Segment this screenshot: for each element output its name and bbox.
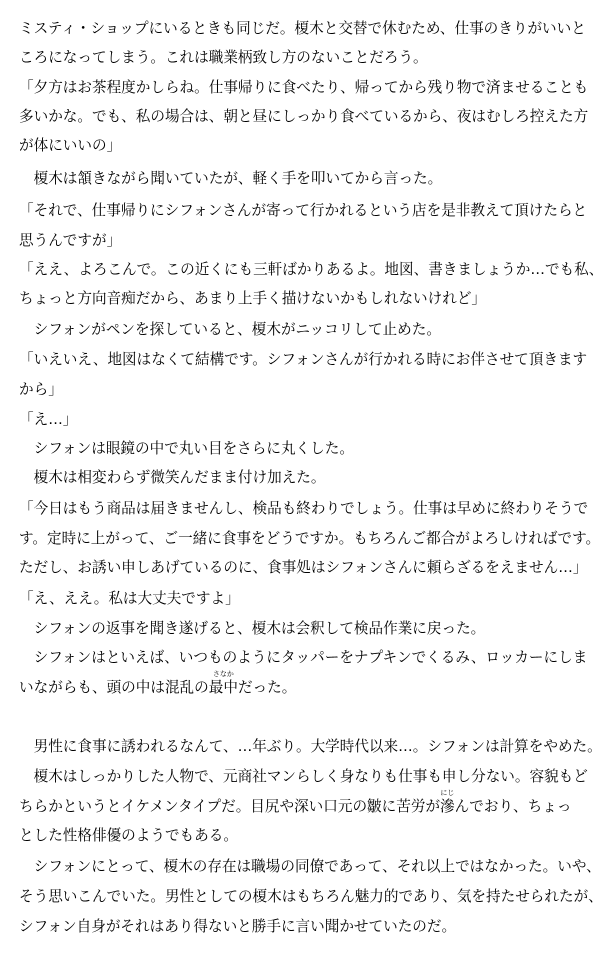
ruby-word [440, 789, 455, 815]
text-line: ただし、お誘い申しあげているのに、食事処はシフォンさんに頼らざるをえません…」 [19, 559, 588, 576]
text-line: シフォンはといえば、いつものようにタッパーをナプキンでくるみ、ロッカーにしま [19, 649, 588, 666]
text-line: ちょっと方向音痴だから、あまり上手く描けないかもしれないけれど」 [19, 290, 487, 307]
text-line: 「夕方はお茶程度かしらね。仕事帰りに食べたり、帰ってから残り物で済ませることも [19, 79, 589, 96]
furigana: にじ [440, 789, 455, 797]
text-line: 「え、ええ。私は大丈夫ですよ」 [19, 590, 240, 607]
text-line: 榎木は頷きながら聞いていたが、軽く手を叩いてから言った。 [19, 170, 443, 187]
ruby-base: 滲 [440, 798, 455, 815]
text-line [19, 789, 604, 819]
text-line: シフォンがペンを探していると、榎木がニッコリして止めた。 [19, 321, 441, 338]
text-segment: んでおり、ちょっ [454, 798, 572, 815]
text-line: ミスティ・ショップにいるときも同じだ。榎木と交替で休むため、仕事のきりがいいと [19, 20, 586, 37]
text-line: す。定時に上がって、ご一緒に食事をどうですか。もちろんご都合がよろしければです。 [19, 530, 601, 547]
text-line [19, 670, 604, 700]
text-line: ころになってしまう。これは職業柄致し方のないことだろう。 [19, 49, 428, 66]
text-segment: ちらかというとイケメンタイプだ。目尻や深い口元の皺に苦労が [19, 798, 441, 815]
text-line: 榎木はしっかりした人物で、元商社マンらしく身なりも仕事も申し分ない。容貌もど [19, 768, 588, 785]
furigana: さなか [212, 670, 234, 678]
text-line: シフォン自身がそれはあり得ないと勝手に言い聞かせていたのだ。 [19, 918, 457, 935]
text-line: 「ええ、よろこんで。この近くにも三軒ばかりあるよ。地図、書きましょうか…でも私、 [19, 261, 604, 278]
text-line: が体にいいの」 [19, 137, 122, 154]
text-line: シフォンは眼鏡の中で丸い目をさらに丸くした。 [19, 440, 354, 457]
text-line: 男性に食事に誘われるなんて、…年ぶり。大学時代以来…。シフォンは計算をやめた。 [19, 738, 602, 755]
text-line: 榎木は相変わらず微笑んだまま付け加えた。 [19, 469, 326, 486]
text-line: そう思いこんでいた。男性としての榎木はもちろん魅力的であり、気を持たせられたが、 [19, 888, 603, 905]
text-line: とした性格俳優のようでもある。 [19, 827, 238, 844]
text-line: 多いかな。でも、私の場合は、朝と昼にしっかり食べているから、夜はむしろ控えた方 [19, 108, 589, 125]
ruby-word [208, 670, 238, 696]
text-line: から」 [19, 381, 63, 398]
text-line: 「いえいえ、地図はなくて結構です。シフォンさんが行かれる時にお伴させて頂きます [19, 351, 588, 368]
text-segment: だった。 [237, 679, 297, 696]
text-line: 「それで、仕事帰りにシフォンさんが寄って行かれるという店を是非教えて頂けたらと [19, 202, 588, 219]
text-line: シフォンにとって、榎木の存在は職場の同僚であって、それ以上ではなかった。いや、 [19, 858, 601, 875]
text-segment: いながらも、頭の中は混乱の [19, 679, 209, 696]
text-line: 「今日はもう商品は届きませんし、検品も終わりでしょう。仕事は早めに終わりそうで [19, 500, 589, 517]
text-line: 「え…」 [19, 411, 78, 428]
ruby-base: 最中 [208, 679, 238, 696]
text-line: シフォンの返事を聞き遂げると、榎木は会釈して検品作業に戻った。 [19, 620, 486, 637]
text-line: 思うんですが」 [19, 232, 122, 249]
